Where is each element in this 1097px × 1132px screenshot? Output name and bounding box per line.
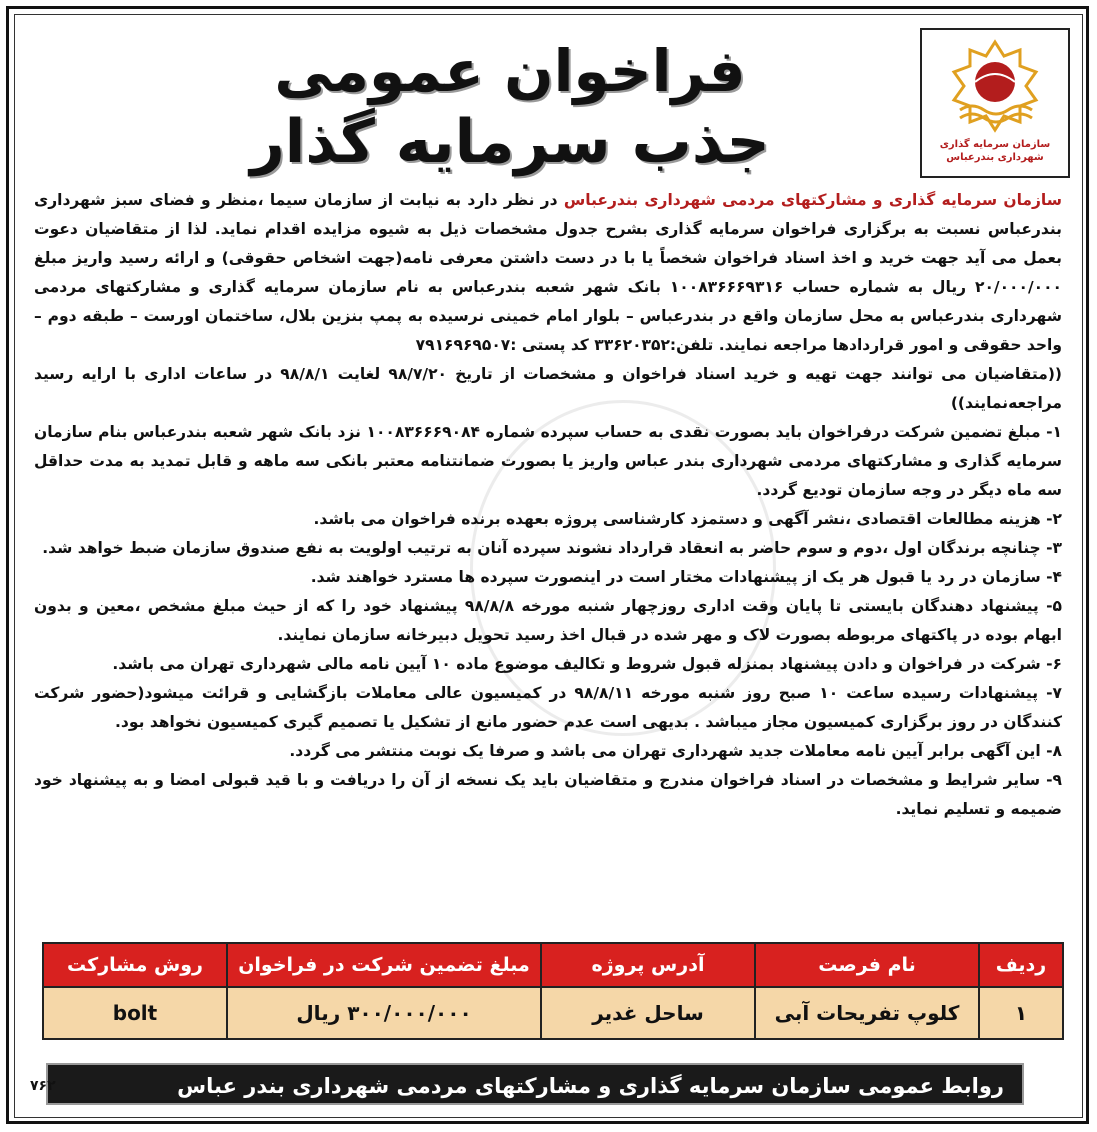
clause-6: ۶- شرکت در فراخوان و دادن پیشنهاد بمنزله قبول شروط و تکالیف موضوع ماده ۱۰ آیین نامه مالی شهرداری تهران می باشد. (112, 655, 1062, 673)
clause-4: ۴- سازمان در رد یا قبول هر یک از پیشنهادات مختار است در اینصورت سپرده ها مسترد خواهند شد. (310, 568, 1062, 586)
footer-public-relations: روابط عمومی سازمان سرمایه گذاری و مشارکتهای مردمی شهرداری بندر عباس (46, 1063, 1024, 1105)
cell-opportunity: کلوپ تفریحات آبی (755, 987, 979, 1039)
col-header-method: روش مشارکت (43, 943, 227, 987)
clause-9: ۹- سایر شرایط و مشخصات در اسناد فراخوان مندرج و متقاضیان باید یک نسخه از آن را دریافت و با قید قبولی امضا و به پیشنهاد خود ضمیمه و تسلیم نماید. (34, 771, 1062, 818)
col-header-row-number: ردیف (979, 943, 1063, 987)
clause-5: ۵- پیشنهاد دهندگان بایستی تا پایان وقت اداری روزچهار شنبه مورخه ۹۸/۸/۸ پیشنهاد خود را که از حیث مبلغ مشخص ،معین و بدون ابهام بوده در پاکتهای مربوطه بصورت لاک و مهر شده در قبال اخذ رسید تحویل دبیرخانه سازمان نمایند. (34, 597, 1062, 644)
logo-caption-line1: سازمان سرمایه گذاری (939, 139, 1051, 150)
cell-address: ساحل غدیر (541, 987, 755, 1039)
col-header-guarantee: مبلغ تضمین شرکت در فراخوان (227, 943, 541, 987)
opportunity-table (42, 942, 1064, 1040)
col-header-opportunity: نام فرصت (755, 943, 979, 987)
page-title: فراخوان عمومی (274, 37, 746, 105)
org-name: سازمان سرمایه گذاری و مشارکتهای مردمی شهرداری بندرعباس (563, 191, 1062, 209)
logo-caption-line2: شهرداری بندرعباس (946, 152, 1044, 163)
org-logo (920, 28, 1070, 178)
intro-text: در نظر دارد به نیابت از سازمان سیما ،منظر و فضای سبز شهرداری بندرعباس نسبت به برگزاری فراخوان سرمایه گذاری بشرح جدول مشخصات ذیل به شیوه مزایده اقدام نماید. لذا از متقاضیان دعوت بعمل می آید جهت خرید و اخذ اسناد فراخوان شخصاً یا با در دست داشتن معرفی نامه(جهت اشخاص حقوقی) و ارائه رسید واریز مبلغ ۲۰/۰۰۰/۰۰۰ ریال به شماره حساب ۱۰۰۸۳۶۶۶۹۳۱۶ بانک شهر شعبه بندرعباس به نام سازمان سرمایه گذاری و مشارکتهای مردمی شهرداری بندرعباس به محل سازمان واقع در بندرعباس – بلوار امام خمینی نرسیده به پمپ بنزین بلال، ساختمان اورست – طبقه دوم – واحد حقوقی و امور قراردادها مراجعه نمایند. تلفن:۳۳۶۲۰۳۵۲ کد پستی :۷۹۱۶۹۶۹۵۰۷ (34, 191, 1062, 354)
clause-1: ۱- مبلغ تضمین شرکت درفراخوان باید بصورت نقدی به حساب سپرده شماره ۱۰۰۸۳۶۶۶۹۰۸۴ نزد بانک شهر شعبه بندرعباس بنام سازمان سرمایه گذاری و مشارکتهای مردمی شهرداری بندر عباس واریز یا بصورت ضمانتنامه معتبر بانکی سه ماهه و قابل تمدید به مدت حداقل سه ماه دیگر در وجه سازمان توديع گردد. (34, 423, 1062, 499)
table-row (43, 987, 1063, 1039)
cell-method: bolt (43, 987, 227, 1039)
page-subtitle: جذب سرمایه گذار (250, 107, 770, 177)
cell-row-number: ۱ (979, 987, 1063, 1039)
clause-8: ۸- این آگهی برابر آیین نامه معاملات جدید شهرداری تهران می باشد و صرفا یک نوبت منتشر می گردد. (289, 742, 1062, 760)
page-number: ۷۶۲ (30, 1078, 56, 1094)
ad-header (30, 22, 1070, 182)
ad-body (34, 186, 1062, 926)
clause-2: ۲- هزینه مطالعات اقتصادی ،نشر آگهی و دستمزد کارشناسی پروژه بعهده برنده فراخوان می باشد. (313, 510, 1062, 528)
cell-guarantee: ۳۰۰/۰۰۰/۰۰۰ ریال (227, 987, 541, 1039)
table-header-row (43, 943, 1063, 987)
intro-paragraph (34, 186, 1062, 360)
clause-3: ۳- چنانچه برندگان اول ،دوم و سوم حاضر به انعقاد قرارداد نشوند سپرده آنان به ترتیب اولویت به نفع صندوق سازمان ضبط خواهد شد. (42, 539, 1062, 557)
purchase-note: ((متقاضیان می توانند جهت تهیه و خرید اسناد فراخوان و مشخصات از تاریخ ۹۸/۷/۲۰ لغایت ۹۸/۸/۱ در ساعات اداری با ارایه رسید مراجعه‌نمایند)) (34, 365, 1062, 412)
sun-over-waves-logo-icon (940, 36, 1050, 136)
clause-7: ۷- پیشنهادات رسیده ساعت ۱۰ صبح روز شنبه مورخه ۹۸/۸/۱۱ در کمیسیون عالی معاملات بازگشایی و قرائت میشود(حضور شرکت کنندگان در روز برگزاری کمیسیون مجاز میباشد . بدیهی است عدم حضور مانع از تشکیل یا تصمیم گیری کمیسیون نخواهد بود. (34, 684, 1062, 731)
col-header-address: آدرس پروژه (541, 943, 755, 987)
